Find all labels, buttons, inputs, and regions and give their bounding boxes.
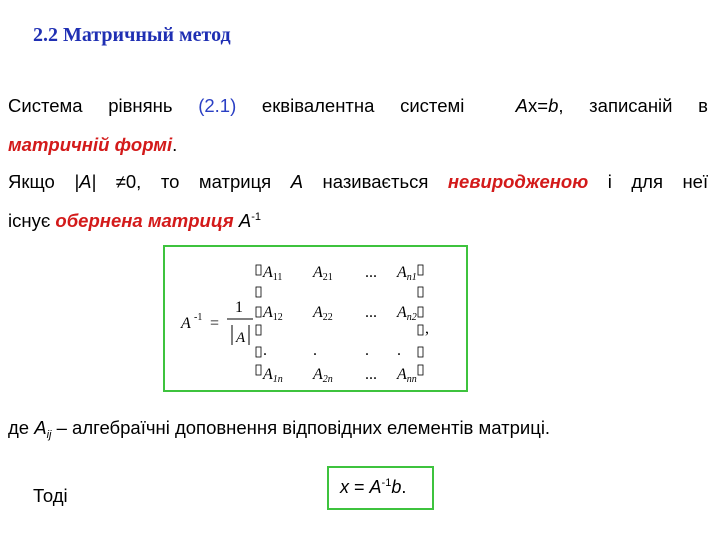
solution-formula [340,477,406,498]
right-bracket-glyphs [418,265,423,375]
var-b: b [391,477,402,497]
text-word: еквівалентна [261,95,375,116]
matrix-symbol: A [34,417,47,438]
text-punct: . [401,477,407,497]
emphasis-matrix-form: матричній формі [8,134,173,155]
fraction-numerator: 1 [235,299,243,316]
text-word: називається [322,171,429,192]
matrix-cell: ... [365,264,377,281]
inline-equation-ax-b: Ax=b, [515,95,564,116]
var-x: x [340,477,349,497]
matrix-cell: A11 [263,264,283,283]
solution-formula-box [327,466,434,510]
text-word: неї [682,171,709,192]
cofactor-description: – алгебраїчні доповнення відповідних елементів матриці. [56,417,551,438]
text-word: системі [400,95,465,116]
matrix-cell: ... [365,304,377,321]
text-word: рівнянь [108,95,173,116]
matrix-cell: A1n [263,366,283,385]
paragraph-system-equivalence [8,90,708,121]
matrix-cell: A21 [313,264,333,283]
text-word: для [631,171,663,192]
text-word: де [8,417,30,438]
text-word: і [607,171,612,192]
matrix-symbol: A [369,477,382,497]
equals-sign: = [349,477,370,497]
page-title: 2.2 Матричный метод [33,24,231,46]
text-word: існує [8,210,51,231]
equation-reference: (2.1) [198,95,237,116]
matrix-cell: An2 [397,304,417,323]
fraction-denominator: A [236,330,246,346]
matrix-cell: Ann [397,366,417,385]
matrix-cell: . [313,342,317,359]
equals-sign: = [210,315,220,332]
inverse-matrix-formula [165,247,466,390]
not-equal-symbol: ≠ [115,171,126,192]
lhs-superscript: -1 [194,312,203,323]
lhs-symbol: A [181,315,191,332]
text-punct: . [172,134,178,155]
trailing-comma: , [425,320,429,337]
matrix-cell: . [263,342,267,359]
emphasis-inverse-matrix: обернена матриця [55,210,234,231]
text-word: Якщо [8,171,55,192]
matrix-symbol: A [290,171,304,192]
paragraph-line [8,202,708,236]
matrix-cell: An1 [397,264,417,283]
superscript: -1 [251,211,261,223]
text-word: матриця [198,171,272,192]
emphasis-nonsingular: невиродженою [447,171,589,192]
matrix-cell: ... [365,366,377,383]
matrix-cell: A2n [313,366,333,385]
matrix-cell: A12 [263,304,283,323]
matrix-cell: A22 [313,304,333,323]
text-word: записаній [589,95,673,116]
paragraph-nonsingular [8,166,708,197]
text-word: в [698,95,708,116]
text-word: 0, [125,171,142,192]
paragraph-line [8,129,708,160]
subscript: ij [46,429,52,441]
matrix-cell: . [365,342,369,359]
then-label: Тоді [33,485,68,506]
determinant-symbol: |A| [74,171,97,192]
matrix-cell: . [397,342,401,359]
text-word: Система [8,95,83,116]
paragraph-cofactors [8,412,708,451]
left-bracket-glyphs [256,265,261,375]
superscript: -1 [381,477,392,489]
inverse-matrix-formula-box [163,245,468,392]
text-word: то [160,171,180,192]
matrix-cells [262,264,417,385]
matrix-symbol: A [238,210,252,231]
